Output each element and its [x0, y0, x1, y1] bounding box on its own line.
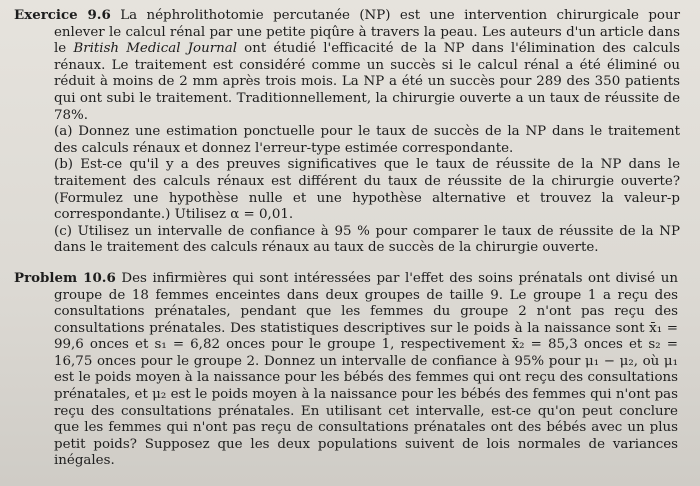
exercise-intro-2: ont étudié l'efficacité de la NP dans l'élimination des calculs rénaux. Le traitement est considéré comme un succès si le calcul rénal a été éliminé ou réduit à moins de 2 mm après trois mois. La NP a été un succès pour 289 des 350 patients qui ont subi le traitement. Traditionnellement, la chirurgie ouverte a un taux de réussite de 78%.	[54, 41, 680, 123]
problem-10-6	[14, 270, 678, 470]
exercise-intro-1: La néphrolithotomie percutanée (NP) est une intervention chirurgicale pour enlever le calcul rénal par une petite piqûre à travers la peau. Les auteurs d'un article dans le	[54, 8, 680, 57]
journal-name: British Medical Journal	[73, 41, 237, 57]
exercise-9-6	[14, 7, 680, 257]
problem-text: Des infirmières qui sont intéressées par l'effet des soins prénatals ont divisé un groupe de 18 femmes enceintes dans deux groupes de taille 9. Le groupe 1 a reçu des consultations prénatales, pendant que les femmes du groupe 2 n'ont pas reçu des consultations prénatales. Des statistiques descriptives sur le poids à la naissance sont x̄₁ = 99,6 onces et s₁ = 6,82 onces pour le groupe 1, respectivement x̄₂ = 85,3 onces et s₂ = 16,75 onces pour le groupe 2. Donnez un intervalle de confiance à 95% pour μ₁ − μ₂, où μ₁ est le poids moyen à la naissance pour les bébés des femmes qui ont reçu des consultations prénatales, et μ₂ est le poids moyen à la naissance pour les bébés des femmes qui n'ont pas reçu des consultations prénatales. En utilisant cet intervalle, est-ce qu'on peut conclure que les femmes qui n'ont pas reçu de consultations prénatales ont des bébés avec un plus petit poids? Supposez que les deux populations suivent de lois normales de variances inégales.	[54, 270, 678, 469]
problem-label: Problem 10.6	[14, 269, 116, 286]
exercise-part-c: (c) Utilisez un intervalle de confiance à 95 % pour comparer le taux de réussite de la NP dans le traitement des calculs rénaux au taux de succès de la chirurgie ouverte.	[54, 223, 680, 256]
exercise-label: Exercice 9.6	[14, 7, 111, 23]
exercise-part-a: (a) Donnez une estimation ponctuelle pour le taux de succès de la NP dans le traitement des calculs rénaux et donnez l'erreur-type estimée correspondante.	[54, 124, 680, 156]
exercise-part-b: (b) Est-ce qu'il y a des preuves significatives que le taux de réussite de la NP dans le traitement des calculs rénaux est différent du taux de réussite de la chirurgie ouverte? (Formulez une hypothèse nulle et une hypothèse alternative et trouvez la valeur-p correspondante.) Utilisez α = 0,01.	[54, 157, 680, 223]
